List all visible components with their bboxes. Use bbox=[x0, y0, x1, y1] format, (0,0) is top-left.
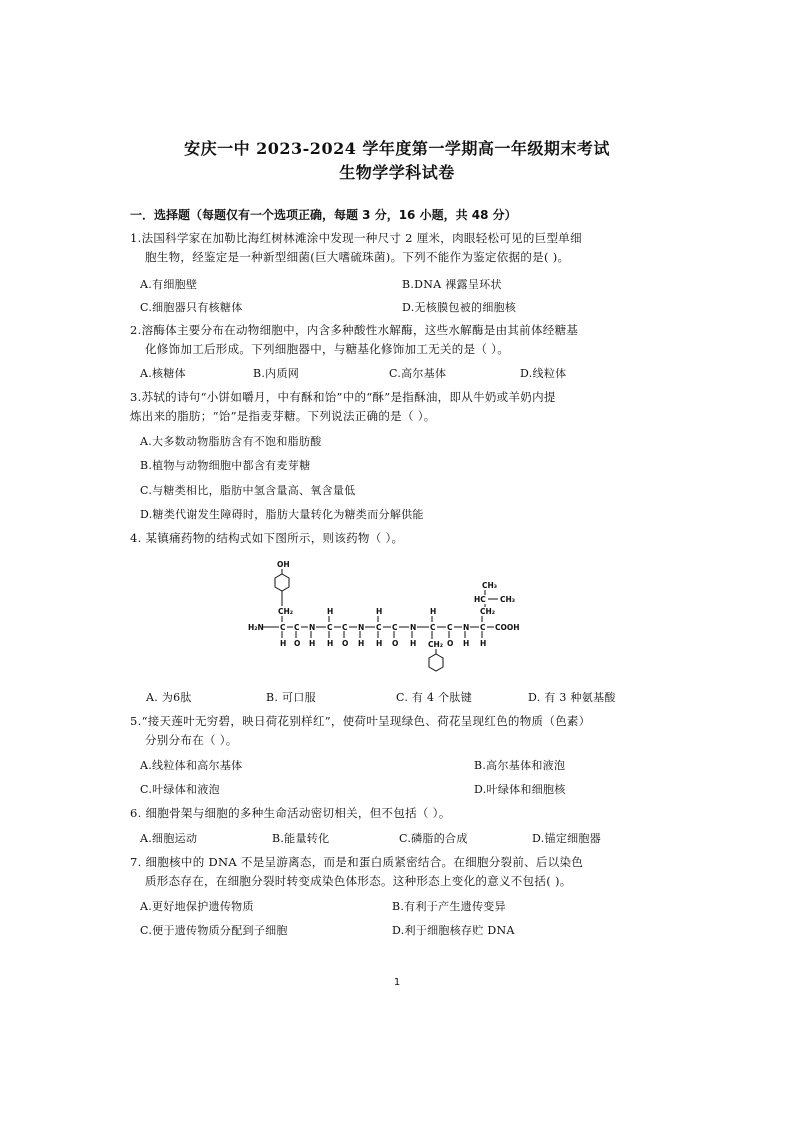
c-1: C bbox=[280, 623, 286, 632]
h-down-6: H bbox=[410, 639, 417, 648]
question-3-option-c: C.与糖类相比，脂肪中氢含量高、氧含量低 bbox=[140, 484, 356, 497]
question-6-option-c: C.磷脂的合成 bbox=[399, 832, 468, 845]
question-3-line-2: 炼出来的脂肪；“饴”是指麦芽糖。下列说法正确的是（ ）。 bbox=[130, 409, 436, 423]
question-2-line-1: 2.溶酶体主要分布在动物细胞中，内含多种酸性水解酶，这些水解酶是由其前体经糖基 bbox=[130, 323, 579, 337]
ch2-label-2: CH₂ bbox=[428, 640, 444, 649]
question-7-option-c: C.便于遗传物质分配到子细胞 bbox=[140, 924, 288, 937]
question-3-option-a: A.大多数动物脂肪含有不饱和脂肪酸 bbox=[140, 435, 322, 448]
peptide-structure-diagram bbox=[0, 556, 794, 676]
h2n-label: H₂N bbox=[248, 623, 264, 632]
question-1-option-b: B.DNA 裸露呈环状 bbox=[402, 278, 502, 291]
question-1-option-c: C.细胞器只有核糖体 bbox=[140, 301, 243, 314]
h-down-3: H bbox=[327, 639, 334, 648]
question-1-option-d: D.无核膜包被的细胞核 bbox=[402, 301, 517, 314]
question-6-line-1: 6. 细胞骨架与细胞的多种生命活动密切相关，但不包括（ ）。 bbox=[130, 806, 451, 820]
question-5-line-1: 5.“接天莲叶无穷碧，映日荷花别样红”，使荷叶呈现绿色、荷花呈现红色的物质（色素） bbox=[130, 714, 591, 728]
ch3-label-right: CH₃ bbox=[500, 595, 516, 604]
n-3: N bbox=[410, 623, 417, 632]
question-6-option-b: B.能量转化 bbox=[272, 832, 330, 845]
question-3-option-b: B.植物与动物细胞中都含有麦芽糖 bbox=[140, 459, 311, 472]
question-7-option-b: B.有利于产生遗传变异 bbox=[392, 900, 506, 913]
h-down-2: H bbox=[309, 639, 316, 648]
question-4-option-b: B. 可口服 bbox=[266, 691, 316, 704]
h-up-3: H bbox=[430, 607, 437, 616]
o-down-3: O bbox=[392, 639, 399, 648]
question-7-line-1: 7. 细胞核中的 DNA 不是呈游离态，而是和蛋白质紧密结合。在细胞分裂前、后以染色 bbox=[130, 855, 584, 869]
o-down-2: O bbox=[342, 639, 349, 648]
question-7-option-d: D.利于细胞核存贮 DNA bbox=[392, 924, 515, 937]
n-4: N bbox=[463, 623, 470, 632]
h-down-5: H bbox=[376, 639, 383, 648]
question-6-option-a: A.细胞运动 bbox=[140, 832, 198, 845]
question-4-line-1: 4. 某镇痛药物的结构式如下图所示，则该药物（ ）。 bbox=[130, 531, 404, 545]
h-up-1: H bbox=[327, 607, 334, 616]
question-2-option-c: C.高尔基体 bbox=[389, 367, 447, 380]
question-5-option-d: D.叶绿体和细胞核 bbox=[474, 783, 566, 796]
h-down-8: H bbox=[480, 639, 487, 648]
question-3-line-1: 3.苏轼的诗句“小饼如嚼月，中有酥和饴”中的“酥”是指酥油，即从牛奶或羊奶内提 bbox=[130, 390, 556, 404]
c-2: C bbox=[294, 623, 300, 632]
h-down-7: H bbox=[463, 639, 470, 648]
c-7: C bbox=[430, 623, 436, 632]
c-6: C bbox=[392, 623, 398, 632]
question-2-option-a: A.核糖体 bbox=[140, 367, 186, 380]
question-4-option-a: A. 为6肽 bbox=[146, 691, 192, 704]
o-down-4: O bbox=[447, 639, 454, 648]
question-5-option-a: A.线粒体和高尔基体 bbox=[140, 759, 243, 772]
c-4: C bbox=[342, 623, 348, 632]
question-2-option-b: B.内质网 bbox=[253, 367, 300, 380]
c-5: C bbox=[376, 623, 382, 632]
question-1-line-2: 胞生物，经鉴定是一种新型细菌(巨大嗜硫珠菌)。下列不能作为鉴定依据的是( )。 bbox=[145, 250, 570, 264]
section-heading: 一．选择题（每题仅有一个选项正确，每题 3 分，16 小题，共 48 分） bbox=[130, 208, 517, 222]
question-4-option-d: D. 有 3 种氨基酸 bbox=[528, 691, 616, 704]
exam-title: 安庆一中 2023-2024 学年度第一学期高一年级期末考试 bbox=[184, 139, 610, 158]
hc-label: HC bbox=[474, 595, 486, 604]
question-5-line-2: 分别分布在（ ）。 bbox=[145, 733, 238, 747]
cooh-label: COOH bbox=[495, 623, 520, 632]
question-4-option-c: C. 有 4 个肽键 bbox=[396, 691, 473, 704]
question-1-line-1: 1.法国科学家在加勒比海红树林滩涂中发现一种尺寸 2 厘米，肉眼轻松可见的巨型单细 bbox=[130, 231, 582, 245]
question-1-option-a: A.有细胞壁 bbox=[140, 278, 198, 291]
page-number: 1 bbox=[393, 977, 401, 988]
hydroxyl-label: OH bbox=[277, 560, 290, 569]
question-5-option-b: B.高尔基体和液泡 bbox=[474, 759, 566, 772]
h-down-4: H bbox=[358, 639, 365, 648]
question-2-line-2: 化修饰加工后形成。下列细胞器中，与糖基化修饰加工无关的是（ ）。 bbox=[145, 342, 510, 356]
h-up-2: H bbox=[376, 607, 383, 616]
question-5-option-c: C.叶绿体和液泡 bbox=[140, 783, 220, 796]
ch2-label-3: CH₂ bbox=[480, 607, 496, 616]
c-8: C bbox=[447, 623, 453, 632]
n-2: N bbox=[358, 623, 365, 632]
question-3-option-d: D.糖类代谢发生障碍时，脂肪大量转化为糖类而分解供能 bbox=[140, 508, 424, 521]
h-down-1: H bbox=[280, 639, 287, 648]
ch2-label-1: CH₂ bbox=[278, 607, 294, 616]
question-6-option-d: D.锚定细胞器 bbox=[532, 832, 602, 845]
question-2-option-d: D.线粒体 bbox=[520, 367, 567, 380]
c-9: C bbox=[480, 623, 486, 632]
exam-subtitle: 生物学学科试卷 bbox=[339, 163, 455, 182]
n-1: N bbox=[309, 623, 316, 632]
c-3: C bbox=[327, 623, 333, 632]
ch3-label-top: CH₃ bbox=[482, 581, 498, 590]
o-down-1: O bbox=[294, 639, 301, 648]
question-7-line-2: 质形态存在，在细胞分裂时转变成染色体形态。这种形态上变化的意义不包括( )。 bbox=[145, 874, 572, 888]
question-7-option-a: A.更好地保护遗传物质 bbox=[140, 900, 254, 913]
